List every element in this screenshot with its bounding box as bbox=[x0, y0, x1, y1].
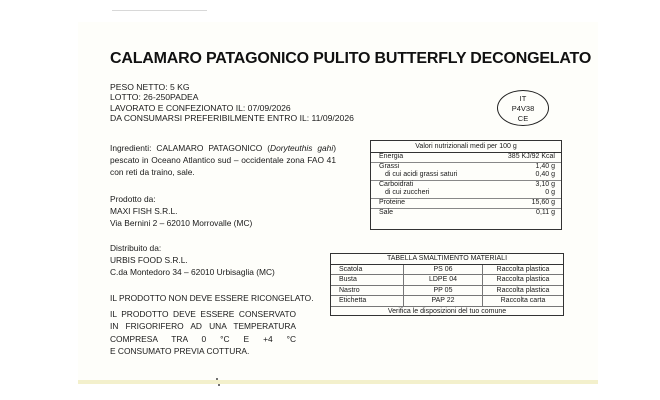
disposal-table bbox=[330, 253, 564, 316]
best-before-date: DA CONSUMARSI PREFERIBILMENTE ENTRO IL: 11/09/2026 bbox=[110, 113, 354, 124]
disposal-item: Scatola bbox=[331, 265, 404, 275]
nutrition-value: 0 g bbox=[545, 189, 555, 197]
distributor-address: C.da Montedoro 34 – 62010 Urbisaglia (MC) bbox=[110, 267, 275, 277]
nutrition-table bbox=[370, 140, 562, 230]
table-row bbox=[331, 296, 563, 306]
table-row bbox=[331, 275, 563, 285]
nutrition-value: 1,40 g bbox=[535, 162, 555, 170]
disposal-destination: Raccolta plastica bbox=[483, 285, 564, 295]
disposal-grid bbox=[331, 265, 563, 307]
id-mark-country: IT bbox=[519, 94, 527, 103]
disposal-item: Busta bbox=[331, 275, 404, 285]
identification-mark bbox=[497, 90, 549, 126]
producer-address: Via Bernini 2 – 62010 Morrovalle (MC) bbox=[110, 218, 253, 228]
producer-heading: Prodotto da: bbox=[110, 194, 156, 204]
nutrition-value: 15,60 g bbox=[531, 198, 555, 206]
nutrition-value: 0,11 g bbox=[536, 208, 555, 216]
disposal-code: PAP 22 bbox=[404, 296, 483, 306]
storage-temperature-line: IL PRODOTTO DEVE ESSERE CONSERVATO IN FRIGORIFERO AD UNA TEMPERATURA COMPRESA TRA 0 °C E +4 °C bbox=[110, 308, 296, 344]
ingredients-prefix: Ingredienti: bbox=[110, 143, 157, 153]
storage-instructions bbox=[110, 292, 314, 358]
cooking-instruction: E CONSUMATO PREVIA COTTURA. bbox=[110, 346, 250, 357]
nutrition-label: Energia bbox=[379, 153, 404, 160]
nutrition-row bbox=[371, 199, 561, 209]
nutrition-label: Carboidrati bbox=[379, 180, 414, 188]
disposal-item: Etichetta bbox=[331, 296, 404, 306]
id-mark-ce: CE bbox=[517, 114, 529, 123]
nutrition-value: 0,40 g bbox=[535, 171, 555, 179]
label-bottom-strip bbox=[78, 380, 598, 384]
nutrition-row bbox=[371, 189, 561, 199]
disposal-destination: Raccolta plastica bbox=[483, 265, 564, 275]
product-title: CALAMARO PATAGONICO PULITO BUTTERFLY DECONGELATO bbox=[110, 50, 592, 67]
disposal-code: PP 05 bbox=[404, 285, 483, 295]
top-edge-mark bbox=[112, 10, 207, 11]
disposal-item: Nastro bbox=[331, 285, 404, 295]
no-refreeze-text: IL PRODOTTO NON DEVE ESSERE RICONGELATO. bbox=[110, 293, 314, 303]
nutrition-row bbox=[371, 153, 561, 163]
id-mark-code: P4V38 bbox=[511, 104, 535, 113]
storage-temperature-text bbox=[110, 308, 296, 358]
table-row bbox=[331, 265, 563, 275]
nutrition-value: 3,10 g bbox=[535, 180, 555, 188]
distributor-heading: Distribuito da: bbox=[110, 243, 162, 253]
print-speck bbox=[216, 378, 218, 380]
nutrition-label: Grassi bbox=[379, 162, 400, 170]
producer-name: MAXI FISH S.R.L. bbox=[110, 206, 178, 216]
nutrition-value: 385 KJ/92 Kcal bbox=[507, 153, 555, 160]
lot-number: LOTTO: 26-250PADEA bbox=[110, 92, 199, 103]
disposal-code: PS 06 bbox=[404, 265, 483, 275]
disposal-footer: Verifica le disposizioni del tuo comune bbox=[387, 307, 507, 315]
ingredient-latin: Doryteuthis gahi bbox=[270, 143, 334, 153]
disposal-destination: Raccolta carta bbox=[483, 296, 564, 306]
nutrition-label: Sale bbox=[379, 208, 394, 216]
disposal-header: TABELLA SMALTIMENTO MATERIALI bbox=[331, 254, 563, 265]
nutrition-row bbox=[371, 181, 561, 190]
nutrition-header: Valori nutrizionali medi per 100 g bbox=[371, 141, 561, 153]
disposal-destination: Raccolta plastica bbox=[483, 275, 564, 285]
ingredient-name: CALAMARO PATAGONICO bbox=[156, 143, 263, 153]
nutrition-label: di cui acidi grassi saturi bbox=[385, 171, 458, 179]
nutrition-row bbox=[371, 171, 561, 181]
batch-info bbox=[110, 82, 354, 124]
distributor-name: URBIS FOOD S.R.L. bbox=[110, 255, 188, 265]
nutrition-row bbox=[371, 163, 561, 172]
ingredients-text: Ingredienti: CALAMARO PATAGONICO (Doryteuthis gahi) pescato in Oceano Atlantico sud – occidentale zona FAO 41 con reti da traino, sale. bbox=[110, 143, 336, 177]
nutrition-row bbox=[371, 209, 561, 218]
producer-block bbox=[110, 193, 252, 229]
packed-date: LAVORATO E CONFEZIONATO IL: 07/09/2026 bbox=[110, 102, 291, 113]
nutrition-label: di cui zuccheri bbox=[385, 189, 430, 197]
nutrition-label: Proteine bbox=[379, 198, 406, 206]
print-speck bbox=[218, 384, 220, 386]
table-row bbox=[331, 285, 563, 295]
disposal-code: LDPE 04 bbox=[404, 275, 483, 285]
net-weight: PESO NETTO: 5 KG bbox=[110, 82, 190, 92]
ingredients-rest: pescato in Oceano Atlantico sud – occidentale zona FAO 41 con reti da traino, sale. bbox=[110, 155, 336, 177]
distributor-block bbox=[110, 242, 275, 278]
